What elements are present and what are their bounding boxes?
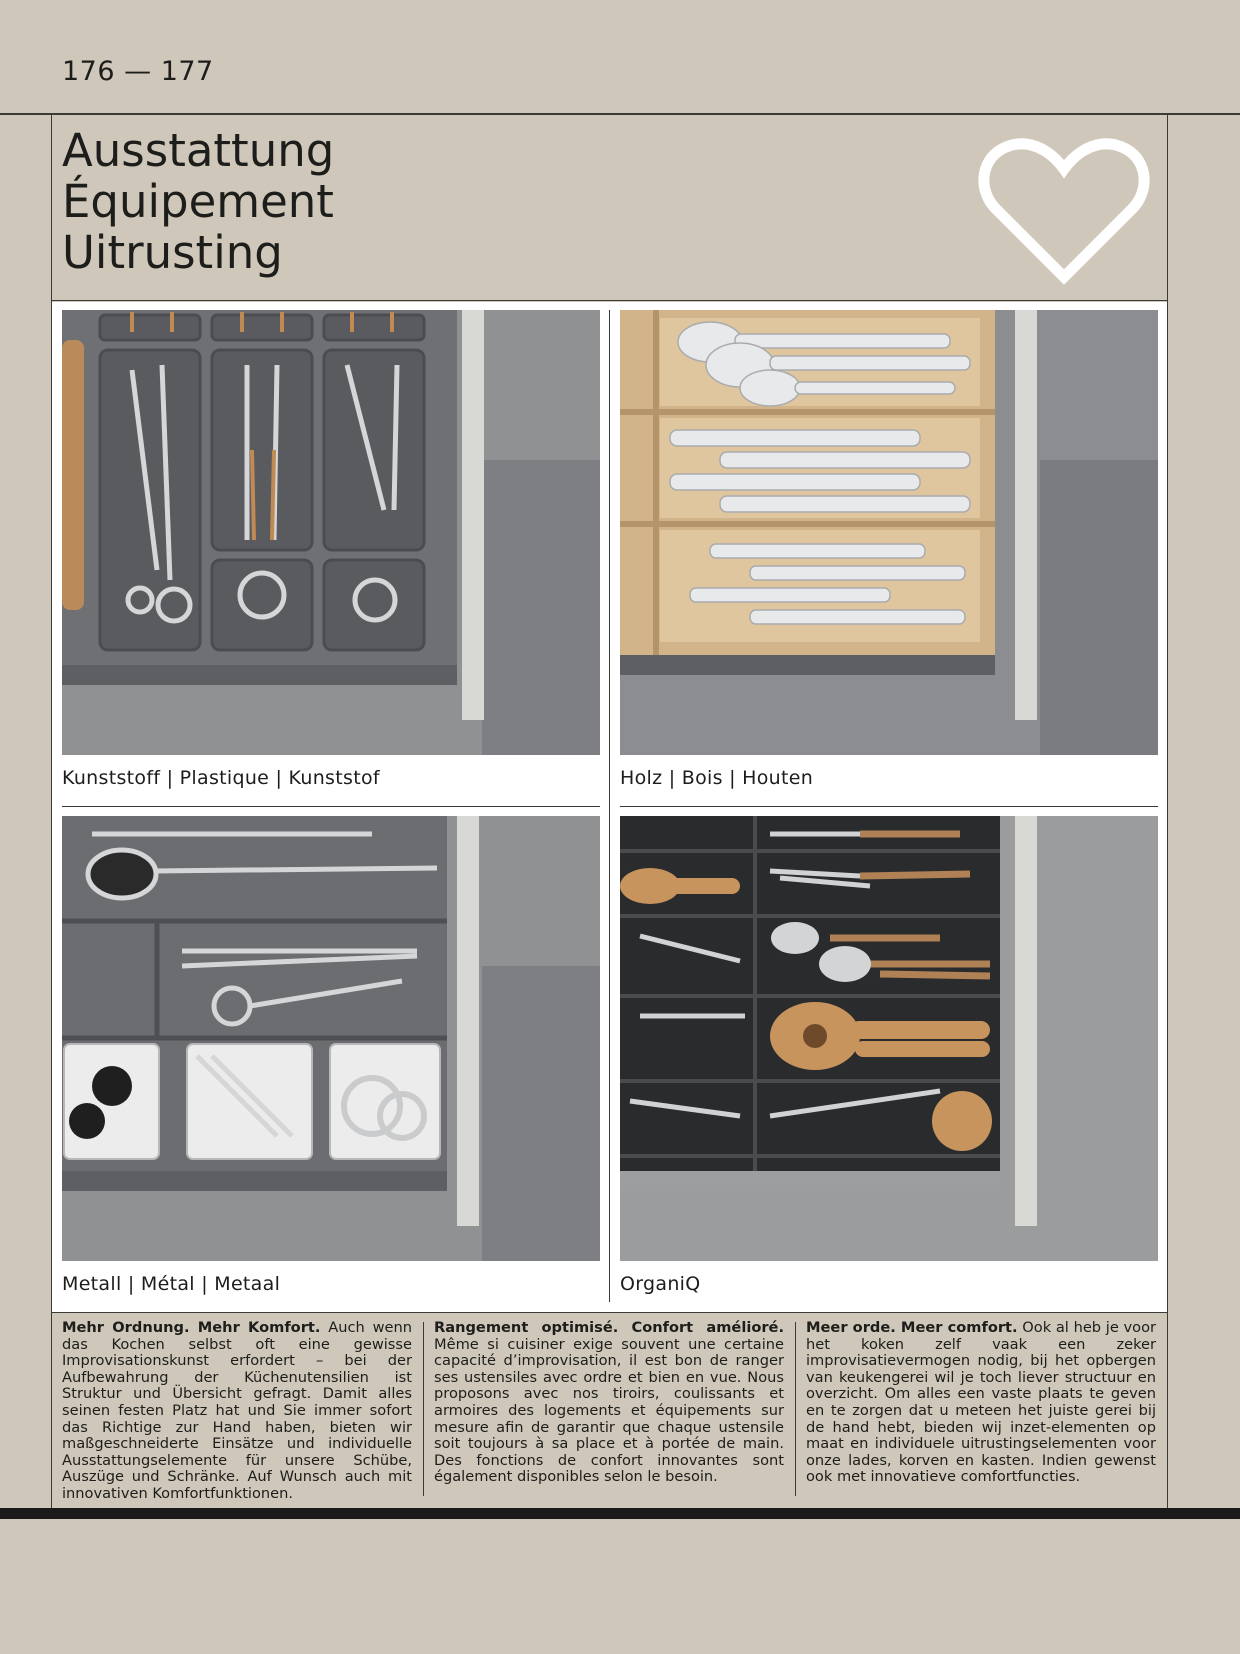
text-body-fr: Même si cuisiner exige souvent une certaine capacité d’improvisation, il est bon de ranger ses ustensiles avec ordre et bien en vue. Nous proposons avec nos tiroirs, coulissants et armoires des logements et équipements sur mesure afin de garantir que chaque ustensile soit toujours à sa place et à portée de main. Des fonctions de confort innovantes sont également disponibles selon le besoin. bbox=[434, 1335, 784, 1486]
title-nl: Uitrusting bbox=[62, 226, 283, 279]
caption-organiq: OrganiQ bbox=[620, 1273, 701, 1295]
text-divider-1 bbox=[423, 1322, 424, 1496]
text-body-de: Auch wenn das Kochen selbst oft eine gewisse Improvisationskunst erfordert – bei der Aufbewahrung der Küchenutensilien ist Struktur und Übersicht gefragt. Damit alles seinen festen Platz hat und Sie immer sofort das Richtige zur Hand haben, bieten wir maßgeschneiderte Einsätze und individuelle Ausstattungselemente für unsere Schübe, Auszüge und Schränke. Auf Wunsch auch mit innovativen Komfortfunktionen. bbox=[62, 1319, 412, 1502]
text-body-nl: Ook al heb je voor het koken zelf vaak een zeker improvisatievermogen nodig, bij het opbergen van keukengerei wil je toch liever structuur en overzicht. Om alles een vaste plaats te geven en te zorgen dat u meteen het juiste gerei bij de hand hebt, bieden wij inzet-elementen op maat en individuele uitrustingselementen voor onze lades, korven en kasten. Indien gewenst ook met innovatieve comfortfuncties. bbox=[806, 1319, 1156, 1486]
section-header bbox=[52, 115, 1167, 301]
photo-wood-insert bbox=[620, 310, 1158, 755]
column-divider bbox=[609, 310, 610, 1302]
page-title bbox=[62, 125, 334, 278]
text-divider-2 bbox=[795, 1322, 796, 1496]
photo-plastic-insert bbox=[62, 310, 600, 755]
photo-metal-insert bbox=[62, 816, 600, 1261]
text-section-rule bbox=[52, 1312, 1167, 1313]
text-lead-fr: Rangement optimisé. Confort amélioré. bbox=[434, 1319, 784, 1336]
text-column-nl bbox=[806, 1320, 1156, 1486]
title-de: Ausstattung bbox=[62, 124, 335, 177]
caption-metal: Metall | Métal | Metaal bbox=[62, 1273, 281, 1295]
heart-outline-icon bbox=[976, 127, 1152, 291]
photo-organiq-insert bbox=[620, 816, 1158, 1261]
caption-rule-left bbox=[62, 806, 600, 807]
caption-plastic: Kunststoff | Plastique | Kunststof bbox=[62, 767, 380, 789]
footer-bar bbox=[0, 1508, 1240, 1519]
caption-wood: Holz | Bois | Houten bbox=[620, 767, 814, 789]
text-lead-nl: Meer orde. Meer comfort. bbox=[806, 1319, 1018, 1336]
title-fr: Équipement bbox=[62, 175, 334, 228]
text-column-de bbox=[62, 1320, 412, 1503]
text-column-fr bbox=[434, 1320, 784, 1486]
text-lead-de: Mehr Ordnung. Mehr Komfort. bbox=[62, 1319, 321, 1336]
page-numbers: 176 — 177 bbox=[62, 56, 214, 87]
caption-rule-right bbox=[620, 806, 1158, 807]
